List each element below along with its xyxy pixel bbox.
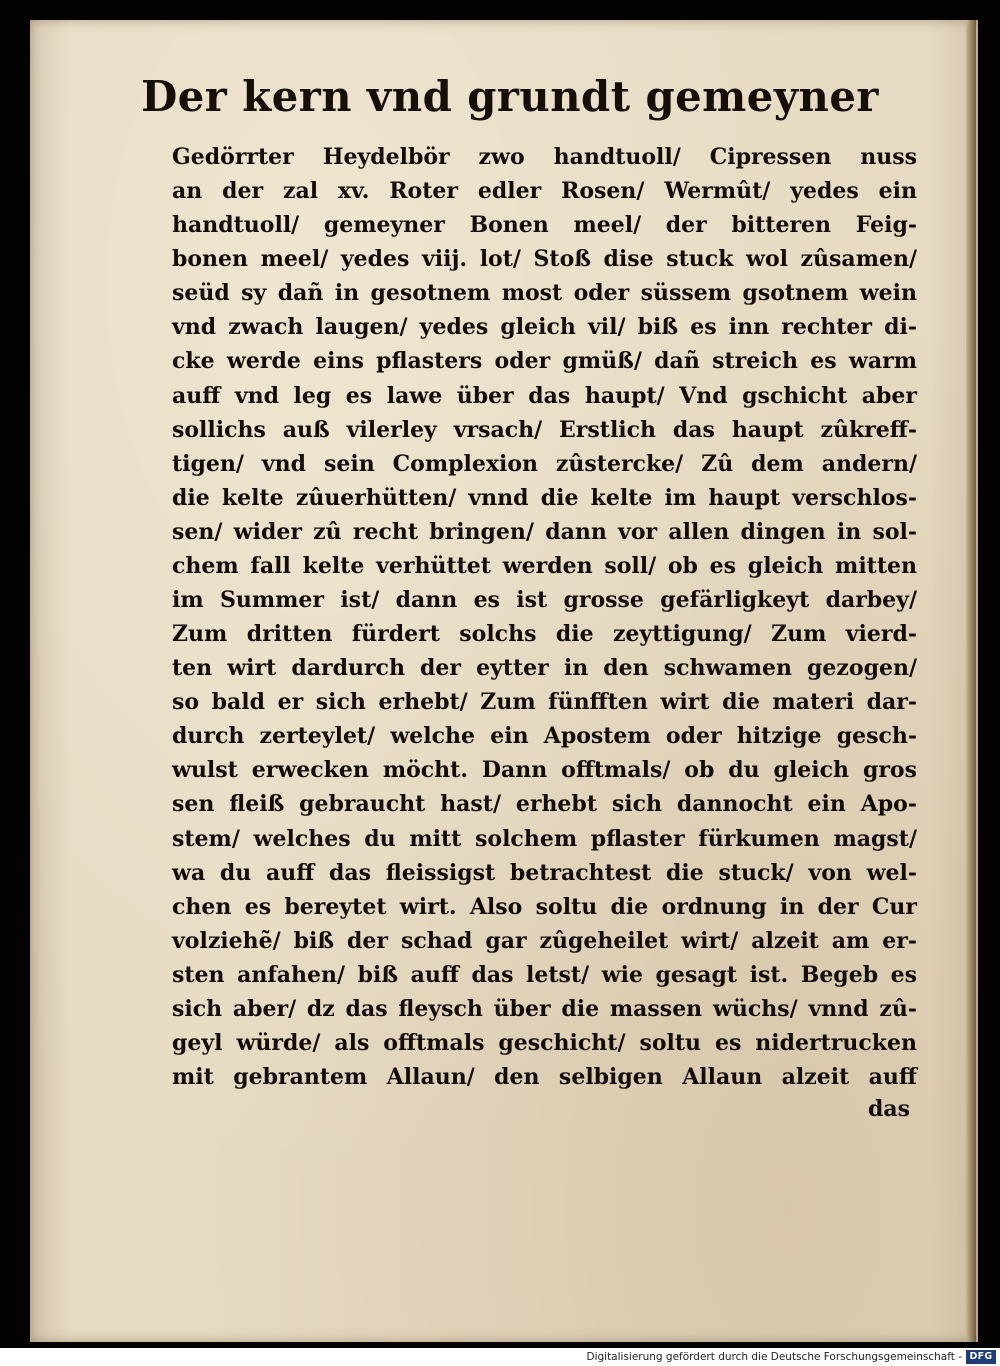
text-line: auff vnd leg es lawe über das haupt/ Vnd gschicht aber [172,382,917,409]
text-line: sich aber/ dz das fleysch über die massen wüchs/ vnnd zû- [172,995,917,1022]
text-line: bonen meel/ yedes viij. lot/ Stoß dise stuck wol zûsamen/ [172,246,917,273]
text-line: Gedörrter Heydelbör zwo handtuoll/ Cipressen nuss [172,144,917,170]
text-line: cke werde eins pflasters oder gmüß/ dañ streich es warm [172,348,917,375]
text-line: ten wirt dardurch der eytter in den schwamen gezogen/ [172,655,917,682]
text-line: stem/ welches du mitt solchem pflaster fürkumen magst/ [172,825,917,852]
text-line: Zum dritten fürdert solchs die zeyttigung/ Zum vierd- [172,621,917,648]
text-line: an der zal xv. Roter edler Rosen/ Wermût/ yedes ein [172,178,917,205]
funding-credit: Digitalisierung gefördert durch die Deutsche Forschungsgemeinschaft - [586,1351,962,1363]
text-line: tigen/ vnd sein Complexion zûstercke/ Zû dem andern/ [172,450,917,477]
page-edge [966,20,976,1342]
text-line: sten anfahen/ biß auff das letst/ wie gesagt ist. Begeb es [172,961,917,988]
text-line: geyl würde/ als offtmals geschicht/ soltu es nidertrucken [172,1030,917,1057]
text-block [172,140,917,1094]
text-line: im Summer ist/ dann es ist grosse gefärligkeyt darbey/ [172,587,917,614]
text-line: seüd sy dañ in gesotnem most oder süssem gsotnem wein [172,280,917,307]
text-line: die kelte zûuerhütten/ vnnd die kelte im haupt verschlos- [172,484,917,511]
text-line: handtuoll/ gemeyner Bonen meel/ der bitteren Feig- [172,212,917,239]
text-line: sen fleiß gebraucht hast/ erhebt sich dannocht ein Apo- [172,791,917,818]
text-line: mit gebrantem Allaun/ den selbigen Allaun alzeit auff [172,1064,917,1091]
text-line: volziehẽ/ biß der schad gar zûgeheilet wirt/ alzeit am er- [172,927,917,954]
running-head: Der kern vnd grundt gemeyner [141,72,879,121]
dfg-logo-icon: DFG [966,1350,996,1364]
catchword: das [867,1096,910,1122]
text-line: durch zerteylet/ welche ein Apostem oder hitzige gesch- [172,723,917,750]
text-line: sollichs auß vilerley vrsach/ Erstlich das haupt zûkreff- [172,416,917,443]
text-line: so bald er sich erhebt/ Zum fünfften wirt die materi dar- [172,689,917,716]
text-line: chem fall kelte verhüttet werden soll/ ob es gleich mitten [172,552,917,579]
text-line: sen/ wider zû recht bringen/ dann vor allen dingen in sol- [172,518,917,545]
text-line: chen es bereytet wirt. Also soltu die ordnung in der Cur [172,893,917,920]
text-line: wulst erwecken möcht. Dann offtmals/ ob du gleich gros [172,757,917,784]
text-line: wa du auff das fleissigst betrachtest die stuck/ von wel- [172,859,917,886]
text-line: vnd zwach laugen/ yedes gleich vil/ biß es inn rechter di- [172,314,917,341]
